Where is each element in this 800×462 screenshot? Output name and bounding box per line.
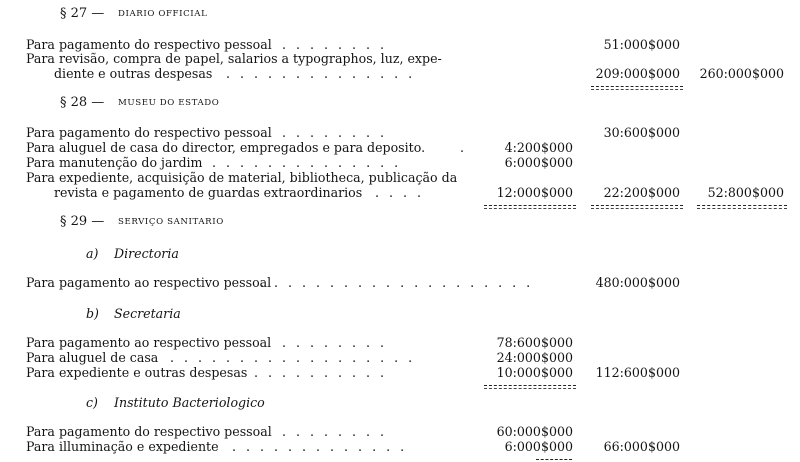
total-rule [591, 205, 683, 209]
amount-col1: 24:000$000 [496, 350, 573, 365]
subsection-title: Secretaria [114, 306, 181, 321]
line-description: Para illuminação e expediente [26, 439, 219, 454]
amount-col2: 480:000$000 [595, 275, 680, 290]
subsection-heading-c [0, 395, 800, 410]
leader-dots: . . . . . . . . [282, 424, 388, 439]
budget-line [0, 365, 800, 380]
amount-col3: 52:800$000 [707, 185, 784, 200]
budget-line [0, 125, 800, 140]
amount-col1: 10:000$000 [496, 365, 573, 380]
total-rule [697, 205, 787, 209]
amount-col3: 260:000$000 [699, 66, 784, 81]
section-heading-27 [0, 6, 800, 21]
amount-col2: 51:000$000 [603, 37, 680, 52]
section-number: § 27 — [60, 6, 105, 21]
budget-line [0, 350, 800, 365]
leader-dots: . . . . . . . . . . . . . . . . . . . . [260, 275, 534, 290]
section-title: DIARIO OFFICIAL [118, 9, 208, 19]
section-heading-29 [0, 214, 800, 229]
subsection-title: Directoria [114, 246, 179, 261]
budget-line [0, 185, 800, 200]
leader-dots: . . . . [375, 185, 425, 200]
amount-col2: 66:000$000 [603, 439, 680, 454]
line-description: Para revisão, compra de papel, salarios a typographos, luz, expe- [26, 51, 442, 66]
line-description: Para expediente e outras despesas [26, 365, 248, 380]
subsection-label: b) [86, 306, 99, 321]
leader-dots: . . . . . . . . . . . . . . . . . . [170, 350, 416, 365]
budget-line [0, 424, 800, 439]
amount-col2: 22:200$000 [603, 185, 680, 200]
line-description: Para pagamento do respectivo pessoal [26, 424, 272, 439]
amount-col1: 6:000$000 [504, 439, 573, 454]
total-rule [484, 385, 576, 389]
section-heading-28 [0, 95, 800, 110]
budget-line [0, 37, 800, 52]
budget-line [0, 335, 800, 350]
budget-line [0, 155, 800, 170]
budget-line [0, 140, 800, 155]
line-description: Para aluguel de casa [26, 350, 159, 365]
line-description: Para manutenção do jardim [26, 155, 203, 170]
line-description: Para expediente, acquisição de material, bibliotheca, publicação da [26, 170, 458, 185]
line-description: Para pagamento ao respectivo pessoal [26, 275, 272, 290]
line-description: Para pagamento do respectivo pessoal [26, 125, 272, 140]
amount-col2: 30:600$000 [603, 125, 680, 140]
budget-line [0, 51, 800, 66]
section-number: § 29 — [60, 214, 105, 229]
budget-line [0, 439, 800, 454]
subsection-label: a) [86, 246, 99, 261]
amount-col1: 12:000$000 [496, 185, 573, 200]
subsection-label: c) [86, 395, 98, 410]
line-description: diente e outras despesas [54, 66, 213, 81]
amount-col1: 60:000$000 [496, 424, 573, 439]
leader-dots: . . . . . . . . [282, 37, 388, 52]
leader-dots: . . . . . . . . . . [254, 365, 388, 380]
section-title: SERVIÇO SANITARIO [118, 217, 224, 227]
subsection-heading-b [0, 306, 800, 321]
amount-col1: 6:000$000 [504, 155, 573, 170]
budget-line [0, 66, 800, 81]
total-rule [536, 459, 572, 460]
line-description: Para pagamento ao respectivo pessoal [26, 335, 272, 350]
leader-dots: . . . . . . . . . . . . . [232, 439, 408, 454]
amount-col2: 112:600$000 [595, 365, 680, 380]
leader-dots: . . . . . . . . [282, 125, 388, 140]
total-rule [484, 205, 576, 209]
line-description: revista e pagamento de guardas extraordinarios [54, 185, 363, 200]
subsection-heading-a [0, 246, 800, 261]
line-description: Para pagamento do respectivo pessoal [26, 37, 272, 52]
leader-dots: . [460, 140, 468, 155]
section-number: § 28 — [60, 95, 105, 110]
budget-line [0, 170, 800, 185]
amount-col2: 209:000$000 [595, 66, 680, 81]
leader-dots: . . . . . . . . . . . . . . [226, 66, 416, 81]
subsection-title: Instituto Bacteriologico [114, 395, 265, 410]
leader-dots: . . . . . . . . . . . . . . [212, 155, 402, 170]
total-rule [591, 86, 683, 90]
leader-dots: . . . . . . . . [282, 335, 388, 350]
amount-col1: 4:200$000 [504, 140, 573, 155]
line-description: Para aluguel de casa do director, empregados e para deposito. [26, 140, 426, 155]
section-title: MUSEU DO ESTADO [118, 98, 220, 108]
amount-col1: 78:600$000 [496, 335, 573, 350]
budget-line [0, 275, 800, 290]
